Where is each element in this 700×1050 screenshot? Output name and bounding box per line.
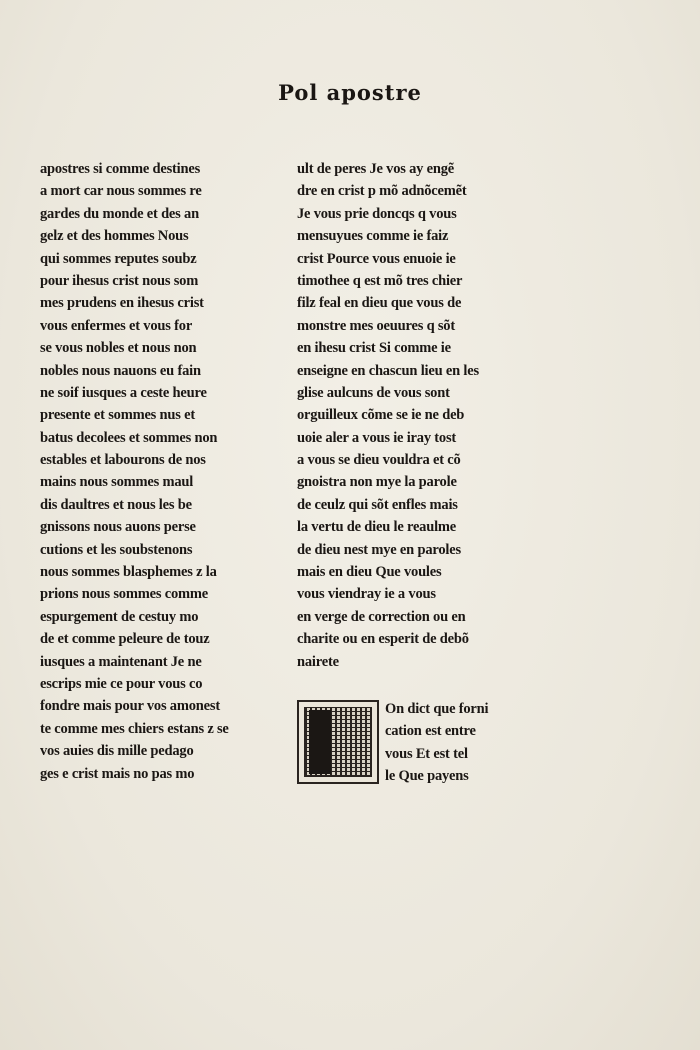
right-text-column xyxy=(297,158,527,673)
text-line: iusques a maintenant Je ne xyxy=(40,653,202,670)
text-line: en ihesu crist Si comme ie xyxy=(297,340,451,357)
running-title: Pol apostre xyxy=(278,80,422,105)
text-line: espurgement de cestuy mo xyxy=(40,608,199,625)
text-line: nous sommes blasphemes z la xyxy=(40,564,217,581)
text-line: qui sommes reputes soubz xyxy=(40,250,197,267)
text-line: te comme mes chiers estans z se xyxy=(40,720,229,737)
text-line: de et comme peleure de touz xyxy=(40,631,210,648)
text-line: glise aulcuns de vous sont xyxy=(297,384,450,401)
text-line: orguilleux cõme se ie ne deb xyxy=(297,407,465,424)
text-line: ges e crist mais no pas mo xyxy=(40,765,195,782)
initial-letter-glyph xyxy=(309,710,331,774)
text-line: fondre mais pour vos amonest xyxy=(40,698,220,715)
text-line: escrips mie ce pour vous co xyxy=(40,675,203,692)
text-line: de ceulz qui sõt enfles mais xyxy=(297,496,458,513)
text-line: filz feal en dieu que vous de xyxy=(297,295,462,312)
text-line: la vertu de dieu le reaulme xyxy=(297,519,457,536)
text-line: nairete xyxy=(297,653,339,670)
decorated-initial xyxy=(297,700,379,784)
text-line: mains nous sommes maul xyxy=(40,474,194,491)
text-line: gardes du monde et des an xyxy=(40,205,199,222)
text-line: monstre mes oeuures q sõt xyxy=(297,317,455,334)
text-line: prions nous sommes comme xyxy=(40,586,208,603)
text-line: ult de peres Je vos ay engẽ xyxy=(297,161,455,177)
text-line: crist Pource vous enuoie ie xyxy=(297,250,456,267)
text-line: enseigne en chascun lieu en les xyxy=(297,362,479,379)
text-line: nobles nous nauons eu fain xyxy=(40,362,201,379)
text-line: mais en dieu Que voules xyxy=(297,564,442,581)
text-line: vous enfermes et vous for xyxy=(40,317,193,334)
text-line: Je vous prie doncqs q vous xyxy=(297,205,457,222)
text-line: presente et sommes nus et xyxy=(40,407,196,424)
text-line: apostres si comme destines xyxy=(40,161,201,177)
text-line: gnoistra non mye la parole xyxy=(297,474,457,491)
text-line: gelz et des hommes Nous xyxy=(40,228,189,245)
text-line: estables et labourons de nos xyxy=(40,452,206,469)
text-line: gnissons nous auons perse xyxy=(40,519,196,536)
text-line: mes prudens en ihesus crist xyxy=(40,295,204,312)
chapter-opening-text xyxy=(385,698,527,788)
text-line: le Que payens xyxy=(385,768,469,785)
text-line: On dict que forni xyxy=(385,701,489,717)
text-line: de dieu nest mye en paroles xyxy=(297,541,461,558)
text-line: vous Et est tel xyxy=(385,745,468,762)
text-line: uoie aler a vous ie iray tost xyxy=(297,429,457,446)
chapter-opening xyxy=(297,698,527,788)
text-line: pour ihesus crist nous som xyxy=(40,272,199,289)
text-line: en verge de correction ou en xyxy=(297,608,466,625)
text-line: cation est entre xyxy=(385,723,476,740)
text-line: ne soif iusques a ceste heure xyxy=(40,384,207,401)
text-line: charite ou en esperit de debõ xyxy=(297,631,469,648)
text-line: dis daultres et nous les be xyxy=(40,496,192,513)
text-line: dre en crist p mõ adnõcemẽt xyxy=(297,183,467,200)
text-line: cutions et les soubstenons xyxy=(40,541,193,558)
text-line: vos auies dis mille pedago xyxy=(40,743,194,760)
text-line: timothee q est mõ tres chier xyxy=(297,272,463,289)
text-line: mensuyues comme ie faiz xyxy=(297,228,449,245)
left-text-column xyxy=(40,158,275,785)
text-line: se vous nobles et nous non xyxy=(40,340,197,357)
text-line: batus decolees et sommes non xyxy=(40,429,218,446)
text-line: vous viendray ie a vous xyxy=(297,586,436,603)
text-line: a vous se dieu vouldra et cõ xyxy=(297,452,461,469)
text-line: a mort car nous sommes re xyxy=(40,183,202,200)
